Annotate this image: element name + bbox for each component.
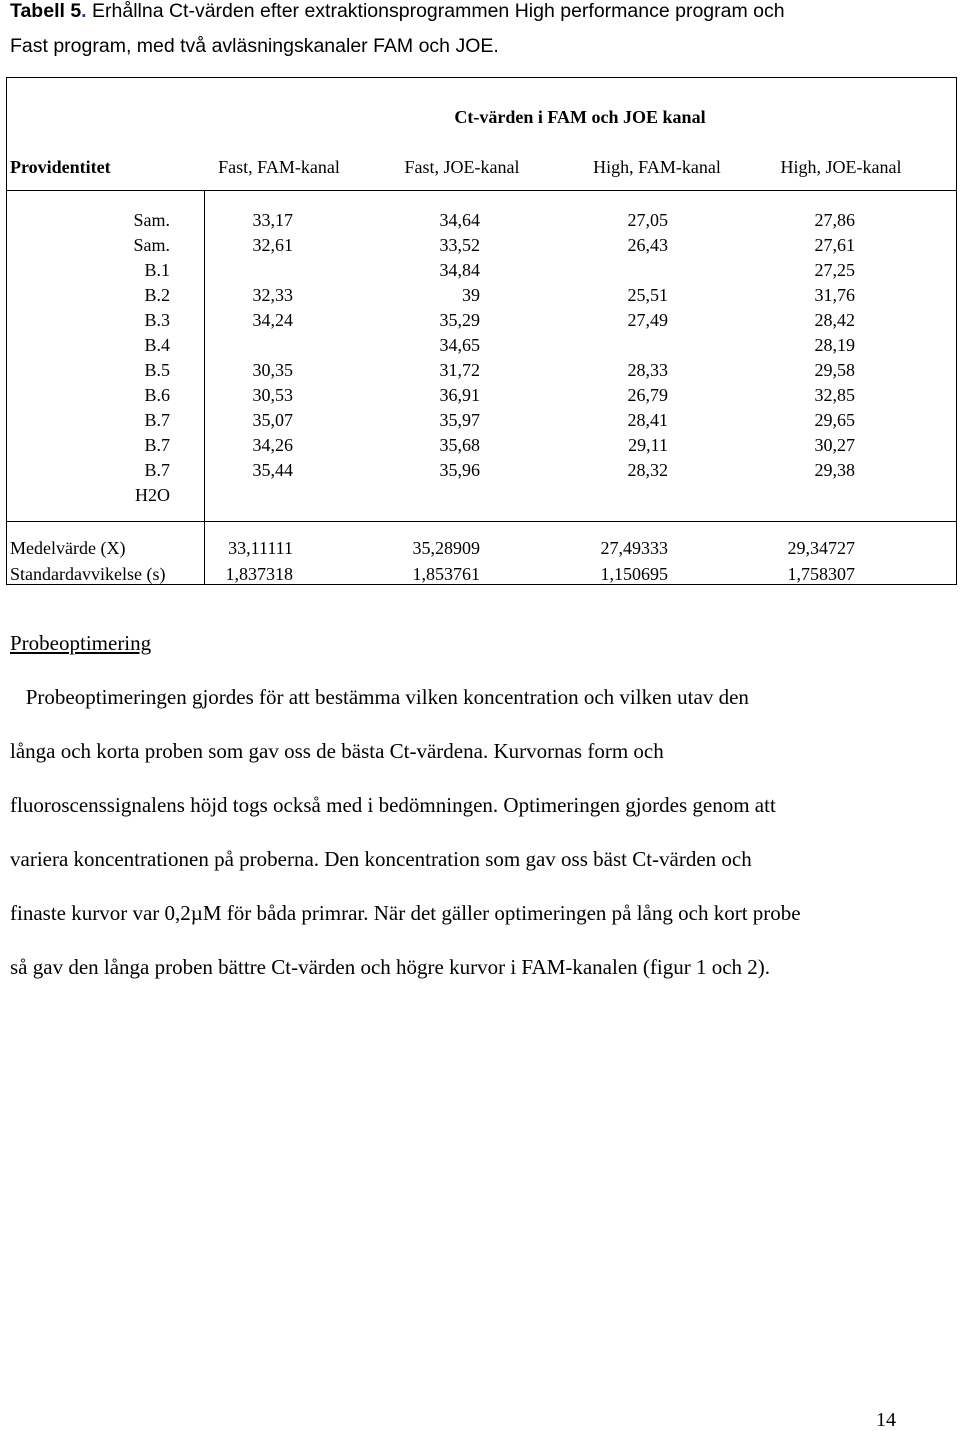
paragraph-line: så gav den långa proben bättre Ct-värden och högre kurvor i FAM-kanalen (figur 1 och 2).: [10, 955, 771, 979]
summary-cell: 29,34727: [787, 538, 855, 558]
row-label: B.3: [144, 310, 170, 330]
page-number: 14: [876, 1409, 896, 1431]
table-cell: 27,49: [627, 310, 668, 330]
row-label: B.2: [144, 285, 170, 305]
table-cell: 36,91: [439, 385, 480, 405]
table-cell: 30,35: [252, 360, 293, 380]
caption-label: Tabell 5: [10, 0, 82, 22]
table-cell: 39: [462, 285, 480, 305]
summary-divider: [6, 521, 957, 522]
paragraph-line: fluoroscenssignalens höjd togs också med i bedömningen. Optimeringen gjordes genom att: [10, 793, 776, 817]
table-cell: 30,27: [814, 435, 855, 455]
table-cell: 34,26: [252, 435, 293, 455]
table-cell: 27,05: [627, 210, 668, 230]
table-cell: 31,76: [814, 285, 855, 305]
table-cell: 29,38: [814, 460, 855, 480]
table-border: [6, 77, 957, 585]
table-cell: 28,19: [814, 335, 855, 355]
table-cell: 34,64: [439, 210, 480, 230]
table-cell: 28,42: [814, 310, 855, 330]
row-label: B.7: [144, 460, 170, 480]
paragraph-line: långa och korta proben som gav oss de bästa Ct-värdena. Kurvornas form och: [10, 739, 664, 763]
group-header: Ct-värden i FAM och JOE kanal: [454, 107, 706, 127]
table-cell: 35,44: [252, 460, 293, 480]
column-header: Fast, JOE-kanal: [404, 157, 520, 177]
column-header: Fast, FAM-kanal: [218, 157, 340, 177]
table-cell: 27,25: [814, 260, 855, 280]
paragraph-line: finaste kurvor var 0,2µM för båda primrar. När det gäller optimeringen på lång och kort probe: [10, 901, 801, 925]
table-cell: 32,61: [252, 235, 293, 255]
table-cell: 27,86: [814, 210, 855, 230]
summary-cell: 1,150695: [600, 564, 668, 584]
table-cell: 34,24: [252, 310, 293, 330]
table-cell: 29,11: [628, 435, 668, 455]
table-cell: 32,85: [814, 385, 855, 405]
caption-text-1: Erhållna Ct-värden efter extraktionsprogrammen High performance program och: [86, 0, 785, 22]
row-label: H2O: [135, 485, 170, 505]
column-header: High, FAM-kanal: [593, 157, 721, 177]
table-cell: 29,65: [814, 410, 855, 430]
column-header: High, JOE-kanal: [780, 157, 902, 177]
table-cell: 28,41: [627, 410, 668, 430]
row-label: B.5: [144, 360, 170, 380]
caption-line-2: Fast program, med två avläsningskanaler FAM och JOE.: [10, 35, 499, 57]
header-divider: [6, 190, 957, 191]
summary-label: Medelvärde (X): [10, 538, 126, 558]
row-label: B.1: [144, 260, 170, 280]
table-cell: 26,43: [627, 235, 668, 255]
table-cell: 35,68: [439, 435, 480, 455]
row-label: Sam.: [133, 210, 170, 230]
table-cell: 26,79: [627, 385, 668, 405]
table-cell: 34,84: [439, 260, 480, 280]
table-cell: 30,53: [252, 385, 293, 405]
paragraph-line: Probeoptimeringen gjordes för att bestämma vilken koncentration och vilken utav den: [10, 685, 749, 709]
section-heading: Probeoptimering: [10, 631, 152, 655]
row-label: B.7: [144, 435, 170, 455]
table-cell: 35,97: [439, 410, 480, 430]
row-label: B.7: [144, 410, 170, 430]
row-label: B.6: [144, 385, 170, 405]
summary-cell: 27,49333: [600, 538, 668, 558]
table-cell: 28,32: [627, 460, 668, 480]
table-cell: 28,33: [627, 360, 668, 380]
table-cell: 27,61: [814, 235, 855, 255]
summary-cell: 1,758307: [787, 564, 855, 584]
caption-label-dot: .: [81, 0, 87, 22]
table-cell: 35,29: [439, 310, 480, 330]
column-header: Providentitet: [10, 157, 111, 177]
summary-label: Standardavvikelse (s): [10, 564, 166, 584]
table-cell: 35,96: [439, 460, 480, 480]
row-label: B.4: [144, 335, 170, 355]
summary-cell: 1,837318: [225, 564, 293, 584]
summary-cell: 35,28909: [412, 538, 480, 558]
summary-cell: 1,853761: [412, 564, 480, 584]
table-cell: 31,72: [439, 360, 480, 380]
paragraph-line: variera koncentrationen på proberna. Den koncentration som gav oss bäst Ct-värden och: [10, 847, 752, 871]
table-cell: 33,17: [252, 210, 293, 230]
summary-cell: 33,11111: [228, 538, 293, 558]
ct-values-table: [0, 0, 960, 620]
table-cell: 32,33: [252, 285, 293, 305]
table-cell: 34,65: [439, 335, 480, 355]
table-cell: 35,07: [252, 410, 293, 430]
table-cell: 33,52: [439, 235, 480, 255]
table-cell: 25,51: [627, 285, 668, 305]
row-label: Sam.: [133, 235, 170, 255]
table-cell: 29,58: [814, 360, 855, 380]
